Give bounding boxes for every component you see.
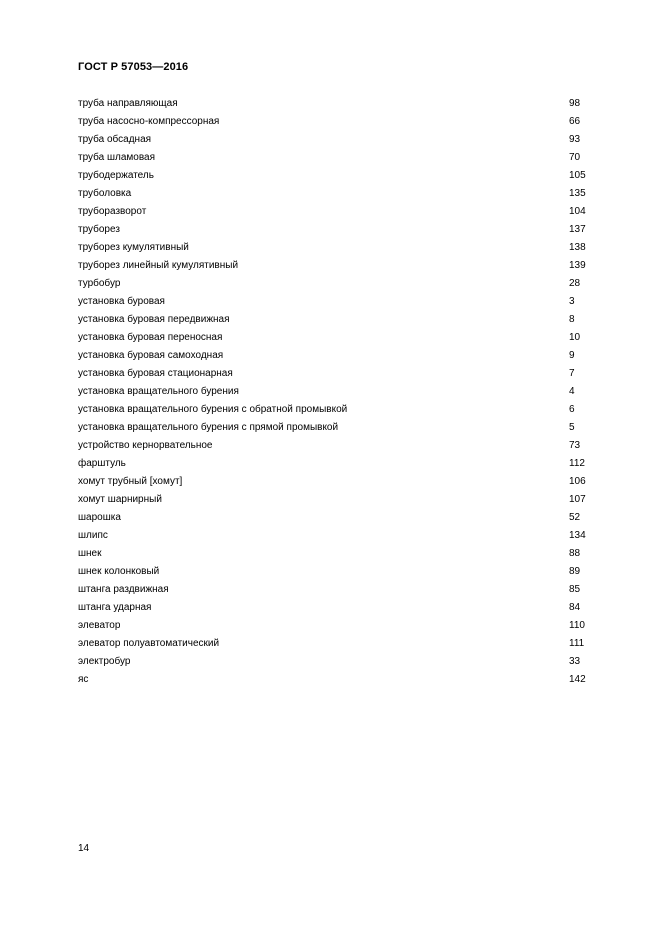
- index-page-ref: 52: [569, 512, 581, 523]
- index-term: яс: [78, 674, 89, 685]
- index-entry: [78, 365, 598, 383]
- index-page-ref: 93: [569, 134, 581, 145]
- index-page-ref: 89: [569, 566, 581, 577]
- index-entry: [78, 257, 598, 275]
- index-page-ref: 138: [569, 242, 586, 253]
- index-entry: [78, 401, 598, 419]
- index-page-ref: 66: [569, 116, 581, 127]
- index-term: фарштуль: [78, 458, 126, 469]
- index-term: труборез кумулятивный: [78, 242, 189, 253]
- index-page-ref: 98: [569, 98, 581, 109]
- index-entry: [78, 491, 598, 509]
- index-term: установка вращательного бурения с обратной промывкой: [78, 404, 348, 415]
- index-entry: [78, 599, 598, 617]
- index-term: труборез линейный кумулятивный: [78, 260, 239, 271]
- index-entry: [78, 419, 598, 437]
- index-entry: [78, 671, 598, 689]
- index-term: элеватор: [78, 620, 121, 631]
- index-entry: [78, 95, 598, 113]
- index-entry: [78, 221, 598, 239]
- index-term: элеватор полуавтоматический: [78, 638, 220, 649]
- index-entry: [78, 545, 598, 563]
- index-term: установка буровая переносная: [78, 332, 223, 343]
- index-term: трубодержатель: [78, 170, 154, 181]
- index-page-ref: 5: [569, 422, 575, 433]
- index-page-ref: 104: [569, 206, 586, 217]
- alphabetical-index: [78, 95, 598, 689]
- index-entry: [78, 149, 598, 167]
- index-entry: [78, 203, 598, 221]
- index-page-ref: 112: [569, 458, 585, 469]
- index-page-ref: 7: [569, 368, 575, 379]
- index-term: труборазворот: [78, 206, 147, 217]
- index-page-ref: 111: [569, 638, 585, 649]
- index-page-ref: 142: [569, 674, 586, 685]
- index-page-ref: 28: [569, 278, 581, 289]
- index-term: штанга раздвижная: [78, 584, 169, 595]
- index-entry: [78, 527, 598, 545]
- index-entry: [78, 293, 598, 311]
- index-entry: [78, 635, 598, 653]
- index-page-ref: 10: [569, 332, 581, 343]
- index-term: шнек: [78, 548, 102, 559]
- index-entry: [78, 437, 598, 455]
- index-entry: [78, 563, 598, 581]
- index-page-ref: 4: [569, 386, 575, 397]
- index-page-ref: 110: [569, 620, 585, 631]
- index-term: хомут трубный [хомут]: [78, 476, 183, 487]
- index-term: установка буровая передвижная: [78, 314, 230, 325]
- index-page-ref: 88: [569, 548, 581, 559]
- index-entry: [78, 383, 598, 401]
- index-entry: [78, 653, 598, 671]
- index-page-ref: 9: [569, 350, 575, 361]
- index-term: труборез: [78, 224, 120, 235]
- index-entry: [78, 581, 598, 599]
- index-entry: [78, 329, 598, 347]
- index-page-ref: 139: [569, 260, 586, 271]
- index-entry: [78, 455, 598, 473]
- index-term: труба обсадная: [78, 134, 152, 145]
- index-term: устройство кернорвательное: [78, 440, 213, 451]
- index-term: шнек колонковый: [78, 566, 160, 577]
- index-entry: [78, 347, 598, 365]
- index-page-ref: 6: [569, 404, 575, 415]
- index-term: установка вращательного бурения с прямой промывкой: [78, 422, 339, 433]
- index-page-ref: 85: [569, 584, 581, 595]
- index-entry: [78, 275, 598, 293]
- index-term: труба направляющая: [78, 98, 178, 109]
- index-page-ref: 8: [569, 314, 575, 325]
- index-term: установка вращательного бурения: [78, 386, 239, 397]
- index-page-ref: 105: [569, 170, 586, 181]
- index-entry: [78, 131, 598, 149]
- index-page-ref: 134: [569, 530, 586, 541]
- index-page-ref: 107: [569, 494, 586, 505]
- index-term: установка буровая: [78, 296, 165, 307]
- index-entry: [78, 185, 598, 203]
- index-term: шарошка: [78, 512, 121, 523]
- index-term: шлипс: [78, 530, 108, 541]
- index-page-ref: 73: [569, 440, 581, 451]
- index-page-ref: 70: [569, 152, 581, 163]
- index-term: электробур: [78, 656, 131, 667]
- index-term: труба шламовая: [78, 152, 156, 163]
- index-page-ref: 84: [569, 602, 581, 613]
- index-page-ref: 135: [569, 188, 586, 199]
- index-entry: [78, 239, 598, 257]
- index-term: труба насосно-компрессорная: [78, 116, 220, 127]
- index-page-ref: 137: [569, 224, 586, 235]
- index-term: хомут шарнирный: [78, 494, 162, 505]
- index-page-ref: 3: [569, 296, 575, 307]
- index-term: турбобур: [78, 278, 121, 289]
- index-entry: [78, 167, 598, 185]
- index-term: установка буровая стационарная: [78, 368, 233, 379]
- index-term: труболовка: [78, 188, 132, 199]
- index-page-ref: 106: [569, 476, 586, 487]
- index-page-ref: 33: [569, 656, 581, 667]
- index-entry: [78, 113, 598, 131]
- index-term: штанга ударная: [78, 602, 152, 613]
- index-entry: [78, 473, 598, 491]
- index-entry: [78, 509, 598, 527]
- document-title: ГОСТ Р 57053—2016: [78, 61, 189, 73]
- index-entry: [78, 617, 598, 635]
- page-number: 14: [78, 843, 90, 854]
- index-entry: [78, 311, 598, 329]
- index-term: установка буровая самоходная: [78, 350, 224, 361]
